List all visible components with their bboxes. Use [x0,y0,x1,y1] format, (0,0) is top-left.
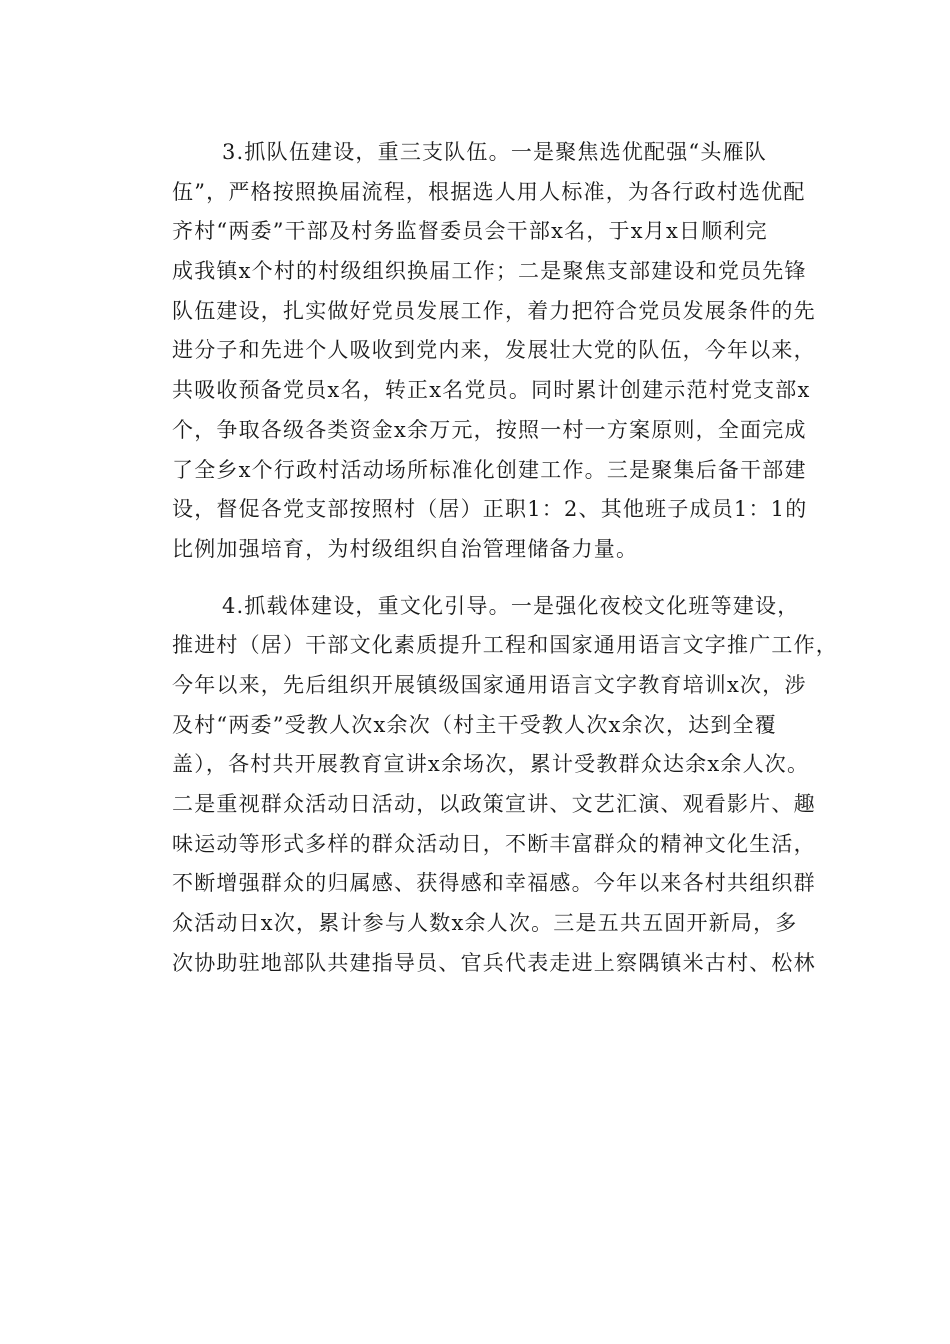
text-line: 队伍建设，扎实做好党员发展工作，着力把符合党员发展条件的先 [172,298,816,323]
text-line: 盖），各村共开展教育宣讲x余场次，累计受教群众达余x余人次。 [172,752,810,777]
paragraph-cultural-guidance [172,587,838,984]
paragraph-team-building [172,133,816,570]
text-line: 进分子和先进个人吸收到党内来，发展壮大党的队伍，今年以来， [172,338,816,363]
text-line: 3.抓队伍建设，重三支队伍。一是聚焦选优配强“头雁队 [222,140,767,164]
text-line: 今年以来，先后组织开展镇级国家通用语言文字教育培训x次，涉 [172,672,807,697]
text-line: 成我镇x个村的村级组织换届工作；二是聚焦支部建设和党员先锋 [172,259,807,284]
text-line: 及村“两委”受教人次x余次（村主干受教人次x余次，达到全覆 [172,712,777,737]
text-line: 味运动等形式多样的群众活动日，不断丰富群众的精神文化生活， [172,831,816,856]
text-line: 了全乡x个行政村活动场所标准化创建工作。三是聚集后备干部建 [172,457,807,482]
text-line: 推进村（居）干部文化素质提升工程和国家通用语言文字推广工作， [172,633,838,658]
text-line: 个，争取各级各类资金x余万元，按照一村一方案原则，全面完成 [172,417,807,442]
text-line: 众活动日x次，累计参与人数x余人次。三是五共五固开新局，多 [172,911,798,936]
document-body [172,133,838,983]
text-line: 设，督促各党支部按照村（居）正职1：2、其他班子成员1：1的 [172,497,808,522]
text-line: 比例加强培育，为村级组织自治管理储备力量。 [172,536,639,561]
text-line: 共吸收预备党员x名，转正x名党员。同时累计创建示范村党支部x [172,378,811,403]
text-line: 次协助驻地部队共建指导员、官兵代表走进上察隅镇米古村、松林 [172,950,816,975]
text-line: 齐村“两委”干部及村务监督委员会干部x名，于x月x日顺利完 [172,219,768,244]
paragraph-spacer [172,570,812,587]
text-line: 二是重视群众活动日活动，以政策宣讲、文艺汇演、观看影片、趣 [172,792,816,816]
text-line: 4.抓载体建设，重文化引导。一是强化夜校文化班等建设， [222,593,800,618]
text-line: 不断增强群众的归属感、获得感和幸福感。今年以来各村共组织群 [172,871,816,896]
text-line: 伍”，严格按照换届流程，根据选人用人标准，为各行政村选优配 [172,179,806,204]
